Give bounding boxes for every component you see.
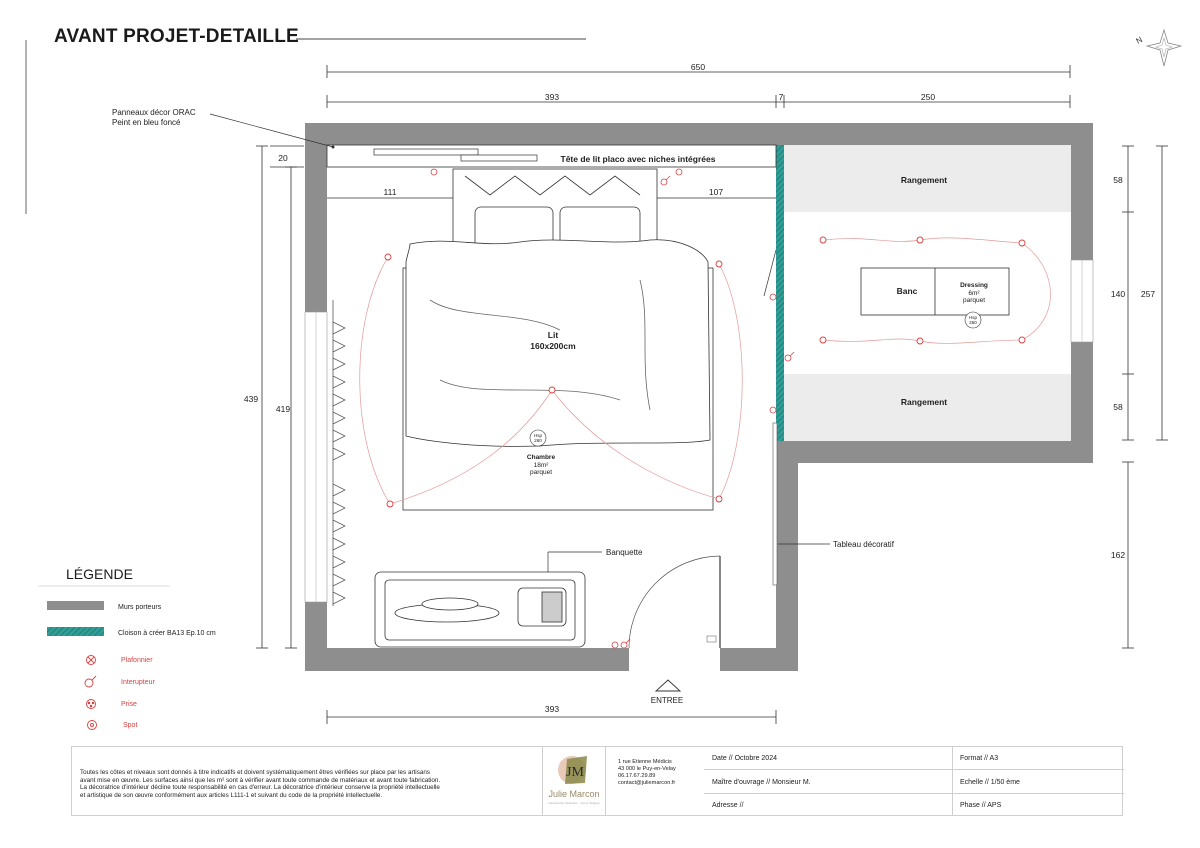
room-label: Chambre — [526, 454, 556, 461]
phase-cell: Phase // APS — [960, 802, 1002, 809]
storage-bottom-label: Rangement — [900, 397, 948, 407]
dim-right-top: 58 — [1113, 175, 1123, 185]
owner-cell: Maître d'ouvrage // Monsieur M. — [712, 779, 811, 786]
dim-right-of-bed: 107 — [708, 187, 724, 197]
spot-icon — [88, 721, 97, 730]
contact-block: 1 rue Etienne Médicis 43 000 le Puy-en-Velay 06.17.67.29.89 contact@juliemarcon.fr — [618, 759, 676, 786]
tableau-label: Tableau décoratif — [833, 540, 894, 549]
dim-right-bottom: 58 — [1113, 402, 1123, 412]
brand-name: Julie Marcon — [548, 789, 600, 799]
brand-block — [542, 747, 606, 815]
wardrobe-hangers — [333, 322, 345, 604]
dim-height-inner: 419 — [275, 404, 291, 414]
banquette — [375, 572, 585, 647]
headboard-label: Tête de lit placo avec niches intégrées — [560, 154, 716, 164]
svg-text:Hsp: Hsp — [533, 433, 543, 438]
legend-switch: Interupteur — [121, 679, 155, 686]
dressing-label: Dressing — [960, 282, 988, 289]
dressing-floor: parquet — [962, 297, 986, 304]
scale-cell: Echelle // 1/50 ème — [960, 779, 1020, 786]
bench-label: Banc — [896, 286, 918, 296]
legend-title: LÉGENDE — [66, 566, 133, 582]
dim-total-width: 650 — [690, 62, 706, 72]
svg-text:Hsp: Hsp — [968, 315, 978, 320]
dim-partition: 7 — [778, 92, 784, 102]
format-cell: Format // A3 — [960, 755, 999, 762]
dim-dressing-width: 250 — [920, 92, 936, 102]
svg-text:260: 260 — [534, 438, 542, 443]
compass-north-label: N — [1134, 35, 1145, 46]
page-title: AVANT PROJET-DETAILLE — [54, 26, 299, 47]
dressing-area: 6m² — [968, 290, 980, 297]
panels-label: Panneaux décor ORAC — [112, 108, 196, 117]
disclaimer: Toutes les côtes et niveaux sont donnés à titre indicatifs et doivent systématiquement êtres vérifiées sur place par les artisans avant mise en œuvre. Les surfaces ainsi que les m² sont à vérifier avant toute commande de matériaux et avant toute fabrication. La décoratrice d'intérieur décline toute responsabilité en cas d'erreur. La décoratrice d'intérieur conserve la propriété intellectuelle et artistique de son œuvre conformément aux articles L111-1 et suivant du code de la propriété intellectuelle. — [80, 769, 441, 799]
banquette-label: Banquette — [606, 548, 643, 557]
ceiling-light-icon — [87, 656, 96, 665]
dim-right-total: 257 — [1140, 289, 1156, 299]
dim-bedroom-width: 393 — [544, 92, 560, 102]
legend-socket: Prise — [121, 701, 137, 708]
date-cell: Date // Octobre 2024 — [712, 755, 777, 762]
entrance-arrow-icon — [656, 680, 680, 691]
storage-top-label: Rangement — [900, 175, 948, 185]
panels-sublabel: Peint en bleu foncé — [112, 118, 181, 127]
entrance-label: ENTREE — [650, 696, 684, 705]
legend-ceiling-light: Plafonnier — [121, 657, 153, 664]
dim-left-of-bed: 111 — [383, 187, 397, 197]
title-block — [71, 746, 1123, 816]
bed-label: Lit — [547, 330, 559, 340]
svg-text:260: 260 — [969, 320, 977, 325]
bed-size-label: 160x200cm — [530, 341, 576, 351]
right-dimensions — [1122, 146, 1168, 648]
svg-text:JM: JM — [566, 765, 584, 780]
legend-wall-swatch — [47, 601, 104, 610]
legend-walls: Murs porteurs — [118, 604, 162, 611]
brand-logo — [557, 753, 591, 787]
switch-icon — [85, 676, 96, 687]
dim-bottom-width: 393 — [544, 704, 560, 714]
dim-right-mid: 140 — [1110, 289, 1126, 299]
dim-headboard-depth: 20 — [278, 153, 288, 163]
compass-icon — [1135, 30, 1182, 66]
legend-partition: Cloison à créer BA13 Ep.10 cm — [118, 630, 216, 637]
room-floor: parquet — [529, 469, 553, 476]
new-partition — [776, 145, 784, 441]
bed — [406, 169, 710, 446]
tableau-panel — [773, 423, 777, 585]
entrance-door-swing — [629, 556, 720, 648]
left-dimensions — [256, 146, 304, 648]
socket-icon — [87, 700, 96, 709]
legend-spot: Spot — [123, 722, 138, 729]
storage-bottom — [784, 374, 1071, 441]
legend-partition-swatch — [47, 627, 104, 636]
dim-height-outer: 439 — [243, 394, 259, 404]
dim-right-lower: 162 — [1110, 550, 1126, 560]
room-area: 18m² — [533, 462, 549, 469]
address-cell: Adresse // — [712, 802, 744, 809]
brand-tagline: Décoratrice d'intérieur · Home Staging — [548, 801, 600, 805]
